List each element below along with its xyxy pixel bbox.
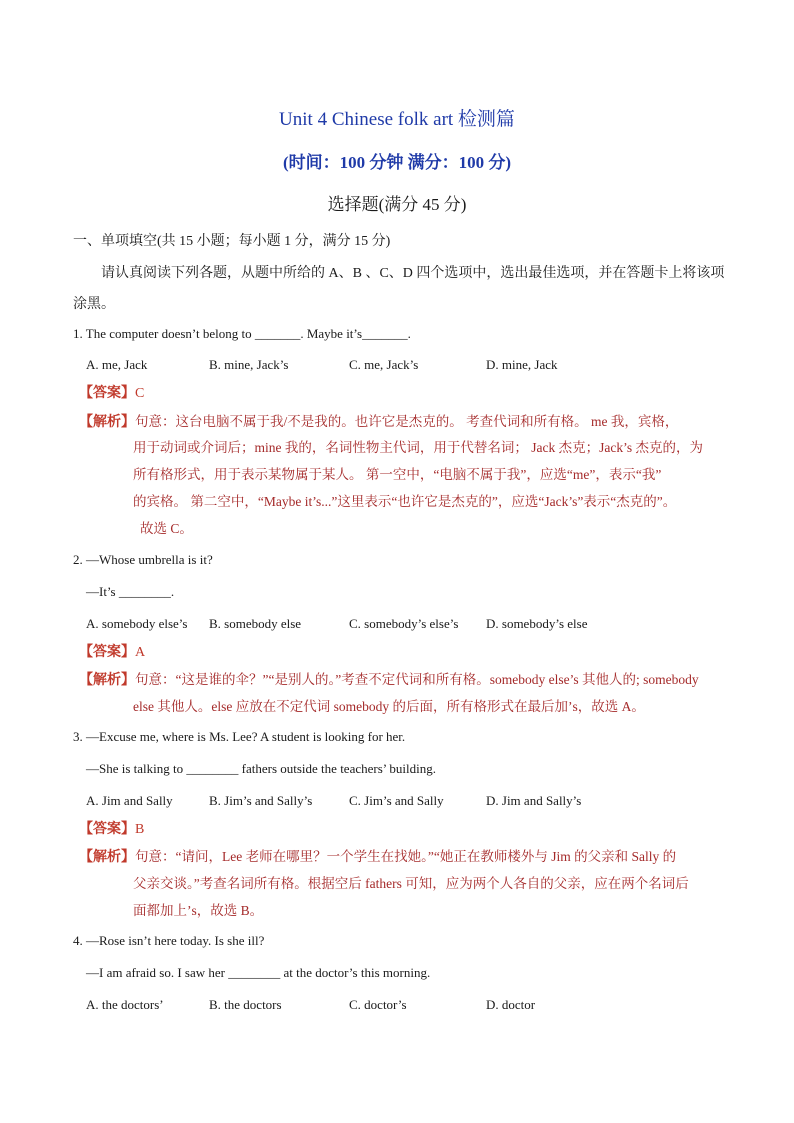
analysis-tag: 【解析】 bbox=[79, 850, 135, 865]
question-3-stem: 3. —Excuse me, where is Ms. Lee? A student is looking for her. bbox=[73, 729, 406, 744]
analysis-tag: 【解析】 bbox=[79, 673, 135, 688]
question-2-option-b: B. somebody else bbox=[209, 616, 302, 631]
analysis-line: 父亲交谈。”考查名词所有格。根据空后 fathers 可知，应为两个人各自的父亲，应在两个名词后 bbox=[133, 876, 689, 891]
analysis-line: 句意：这台电脑不属于我/不是我的。也许它是杰克的。 考查代词和所有格。 me 我，宾格， bbox=[135, 414, 679, 429]
question-3-option-a: A. Jim and Sally bbox=[86, 793, 173, 808]
question-4-option-a: A. the doctors’ bbox=[86, 997, 164, 1012]
answer-value: C bbox=[135, 386, 145, 401]
question-1-analysis-row bbox=[79, 410, 678, 431]
question-3-option-b: B. Jim’s and Sally’s bbox=[209, 793, 313, 808]
question-1-option-c: C. me, Jack’s bbox=[349, 357, 419, 372]
question-3-option-c: C. Jim’s and Sally bbox=[349, 793, 444, 808]
instruction-line-2: 涂黑。 bbox=[73, 297, 115, 312]
answer-value: B bbox=[135, 822, 145, 837]
page-title: Unit 4 Chinese folk art 检测篇 bbox=[279, 109, 515, 130]
answer-tag: 【答案】 bbox=[79, 386, 135, 401]
answer-tag: 【答案】 bbox=[79, 645, 135, 660]
analysis-line: 句意：“请问，Lee 老师在哪里？一个学生在找她。”“她正在教师楼外与 Jim 的父亲和 Sally 的 bbox=[135, 849, 677, 864]
exam-meta: (时间：100 分钟 满分：100 分) bbox=[282, 153, 512, 172]
question-3-response: —She is talking to ________ fathers outside the teachers’ building. bbox=[86, 761, 436, 776]
question-1-option-d: D. mine, Jack bbox=[486, 357, 558, 372]
section-title: 选择题(满分 45 分) bbox=[327, 195, 467, 214]
analysis-tag: 【解析】 bbox=[79, 415, 135, 430]
question-2-option-d: D. somebody’s else bbox=[486, 616, 588, 631]
question-4-option-b: B. the doctors bbox=[209, 997, 282, 1012]
analysis-line: 用于动词或介词后；mine 我的，名词性物主代词，用于代替名词； Jack 杰克；Jack’s 杰克的，为 bbox=[133, 440, 703, 455]
question-1-stem: 1. The computer doesn’t belong to _______. Maybe it’s_______. bbox=[73, 326, 411, 341]
question-3-option-d: D. Jim and Sally’s bbox=[486, 793, 582, 808]
question-1-answer bbox=[79, 382, 144, 402]
question-4-response: —I am afraid so. I saw her ________ at the doctor’s this morning. bbox=[86, 965, 431, 980]
analysis-line: 句意：“这是谁的伞？”“是别人的。”考查不定代词和所有格。somebody else’s 其他人的; somebody bbox=[135, 672, 699, 687]
question-3-answer bbox=[79, 818, 144, 838]
question-4-stem: 4. —Rose isn’t here today. Is she ill? bbox=[73, 933, 265, 948]
analysis-line: else 其他人。else 应放在不定代词 somebody 的后面，所有格形式在最后加’s，故选 A。 bbox=[133, 699, 645, 714]
question-2-response: —It’s ________. bbox=[86, 584, 175, 599]
question-1-option-a: A. me, Jack bbox=[86, 357, 148, 372]
answer-value: A bbox=[135, 645, 146, 660]
question-2-analysis-row bbox=[79, 668, 699, 689]
question-2-answer bbox=[79, 641, 145, 661]
analysis-line: 故选 C。 bbox=[140, 521, 193, 536]
part-heading: 一、单项填空(共 15 小题；每小题 1 分，满分 15 分) bbox=[73, 234, 391, 249]
question-4-option-c: C. doctor’s bbox=[349, 997, 407, 1012]
question-2-option-c: C. somebody’s else’s bbox=[349, 616, 459, 631]
question-4-option-d: D. doctor bbox=[486, 997, 536, 1012]
answer-tag: 【答案】 bbox=[79, 822, 135, 837]
analysis-line: 的宾格。 第二空中，“Maybe it’s...”这里表示“也许它是杰克的”，应选“Jack’s”表示“杰克的”。 bbox=[133, 494, 677, 509]
analysis-line: 面都加上’s，故选 B。 bbox=[133, 903, 264, 918]
question-2-option-a: A. somebody else’s bbox=[86, 616, 188, 631]
question-2-stem: 2. —Whose umbrella is it? bbox=[73, 552, 213, 567]
question-3-analysis-row bbox=[79, 845, 676, 866]
instruction-line-1: 请认真阅读下列各题，从题中所给的 A、B 、C、D 四个选项中，选出最佳选项，并在答题卡上将该项 bbox=[101, 266, 725, 281]
analysis-line: 所有格形式，用于表示某物属于某人。 第一空中，“电脑不属于我”，应选“me”，表示“我” bbox=[133, 467, 662, 482]
question-1-option-b: B. mine, Jack’s bbox=[209, 357, 289, 372]
